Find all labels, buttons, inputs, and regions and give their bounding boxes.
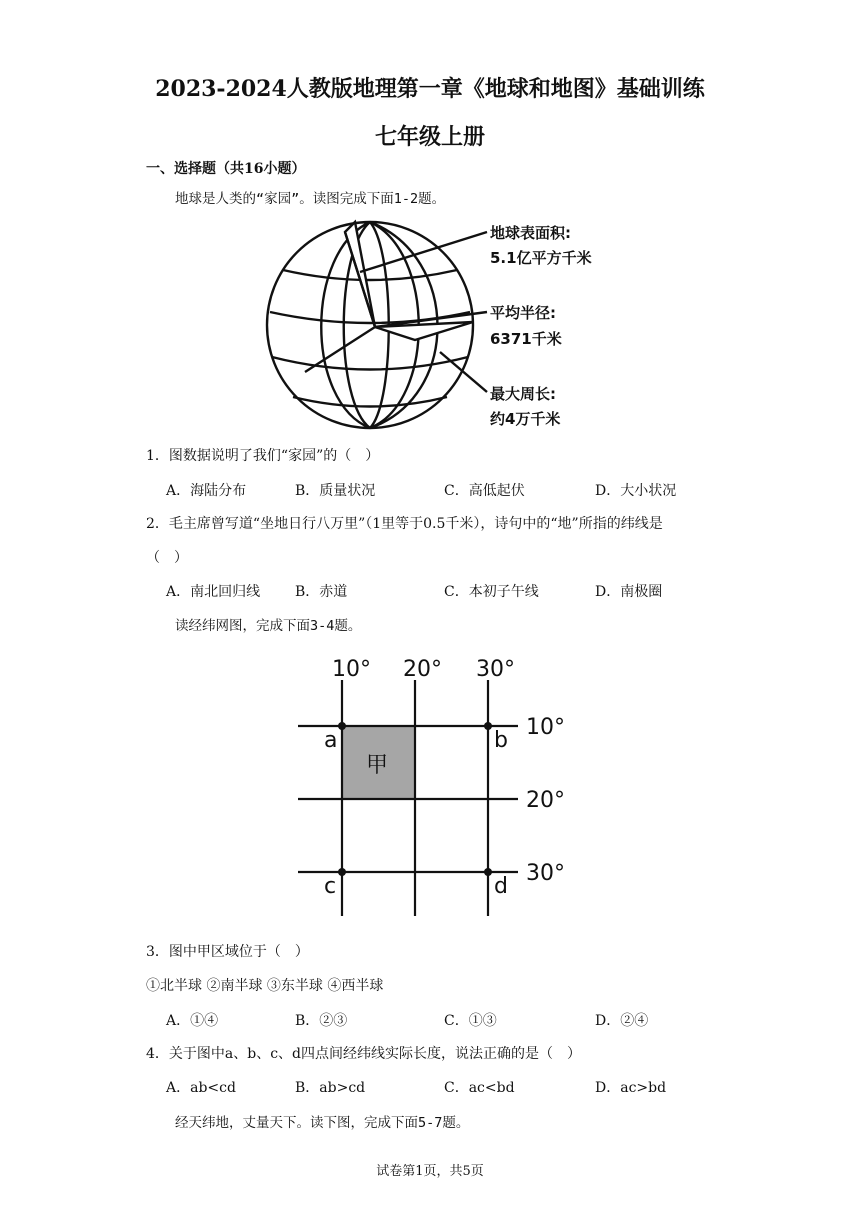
globe-radius-value: 6371千米 (490, 330, 562, 348)
question-2-option-c: C．本初子午线 (444, 584, 539, 600)
question-1-option-b: B．质量状况 (295, 483, 376, 499)
question-3-option-a: A．①④ (166, 1013, 219, 1029)
question-4-stem: 4．关于图中a、b、c、d四点间经纬线实际长度，说法正确的是（ ） (146, 1046, 582, 1062)
globe-radius-label: 平均半径: (490, 304, 556, 322)
point-d-label: d (494, 874, 508, 899)
question-1-option-a: A．海陆分布 (166, 483, 247, 499)
point-d-dot (484, 868, 492, 876)
question-2-option-b: B．赤道 (295, 584, 348, 600)
lon-label-30: 30° (476, 657, 515, 682)
lat-label-10: 10° (526, 715, 565, 740)
lon-label-10: 10° (332, 657, 371, 682)
question-3-option-b: B．②③ (295, 1013, 348, 1029)
question-1-stem: 1．图数据说明了我们“家园”的（ ） (146, 448, 380, 464)
question-2-option-d: D．南极圈 (595, 584, 663, 600)
intro-text-3: 经天纬地，丈量天下。读下图，完成下面5-7题。 (175, 1115, 470, 1131)
point-a-label: a (324, 728, 338, 753)
lon-label-20: 20° (403, 657, 442, 682)
question-3-stem: 3．图中甲区域位于（ ） (146, 944, 309, 960)
question-2-option-a: A．南北回归线 (166, 584, 261, 600)
question-4-option-b: B．ab>cd (295, 1080, 366, 1096)
globe-area-value: 5.1亿平方千米 (490, 249, 592, 267)
question-2-stem: 2．毛主席曾写道“坐地日行八万里”（1里等于0.5千米），诗句中的“地”所指的纬线是 (146, 516, 663, 532)
question-3-option-c: C．①③ (444, 1013, 497, 1029)
point-c-dot (338, 868, 346, 876)
point-c-label: c (324, 874, 337, 899)
intro-text-1: 地球是人类的“家园”。读图完成下面1-2题。 (175, 191, 446, 207)
globe-area-label: 地球表面积: (490, 224, 571, 242)
point-a-dot (338, 722, 346, 730)
point-b-label: b (494, 728, 508, 753)
globe-circ-label: 最大周长: (490, 385, 556, 403)
page-footer: 试卷第1页，共5页 (376, 1164, 484, 1179)
question-1-option-d: D．大小状况 (595, 483, 677, 499)
question-4-option-c: C．ac<bd (444, 1080, 515, 1096)
intro-text-2: 读经纬网图，完成下面3-4题。 (175, 618, 362, 634)
lat-label-30: 30° (526, 861, 565, 886)
question-2-stem-cont: （ ） (146, 550, 188, 566)
globe-circ-value: 约4万千米 (490, 410, 561, 428)
point-b-dot (484, 722, 492, 730)
question-4-option-a: A．ab<cd (166, 1080, 236, 1096)
question-4-option-d: D．ac>bd (595, 1080, 667, 1096)
section-heading: 一、选择题（共16小题） (146, 161, 306, 177)
question-3-choices: ①北半球 ②南半球 ③东半球 ④西半球 (146, 978, 384, 994)
page-subtitle: 七年级上册 (374, 124, 485, 150)
latlon-grid-figure (290, 648, 580, 923)
question-3-option-d: D．②④ (595, 1013, 649, 1029)
question-1-option-c: C．高低起伏 (444, 483, 525, 499)
globe-figure (265, 212, 615, 434)
lat-label-20: 20° (526, 788, 565, 813)
page-title: 2023-2024人教版地理第一章《地球和地图》基础训练 (155, 76, 705, 102)
region-jia-label: 甲 (366, 753, 389, 778)
